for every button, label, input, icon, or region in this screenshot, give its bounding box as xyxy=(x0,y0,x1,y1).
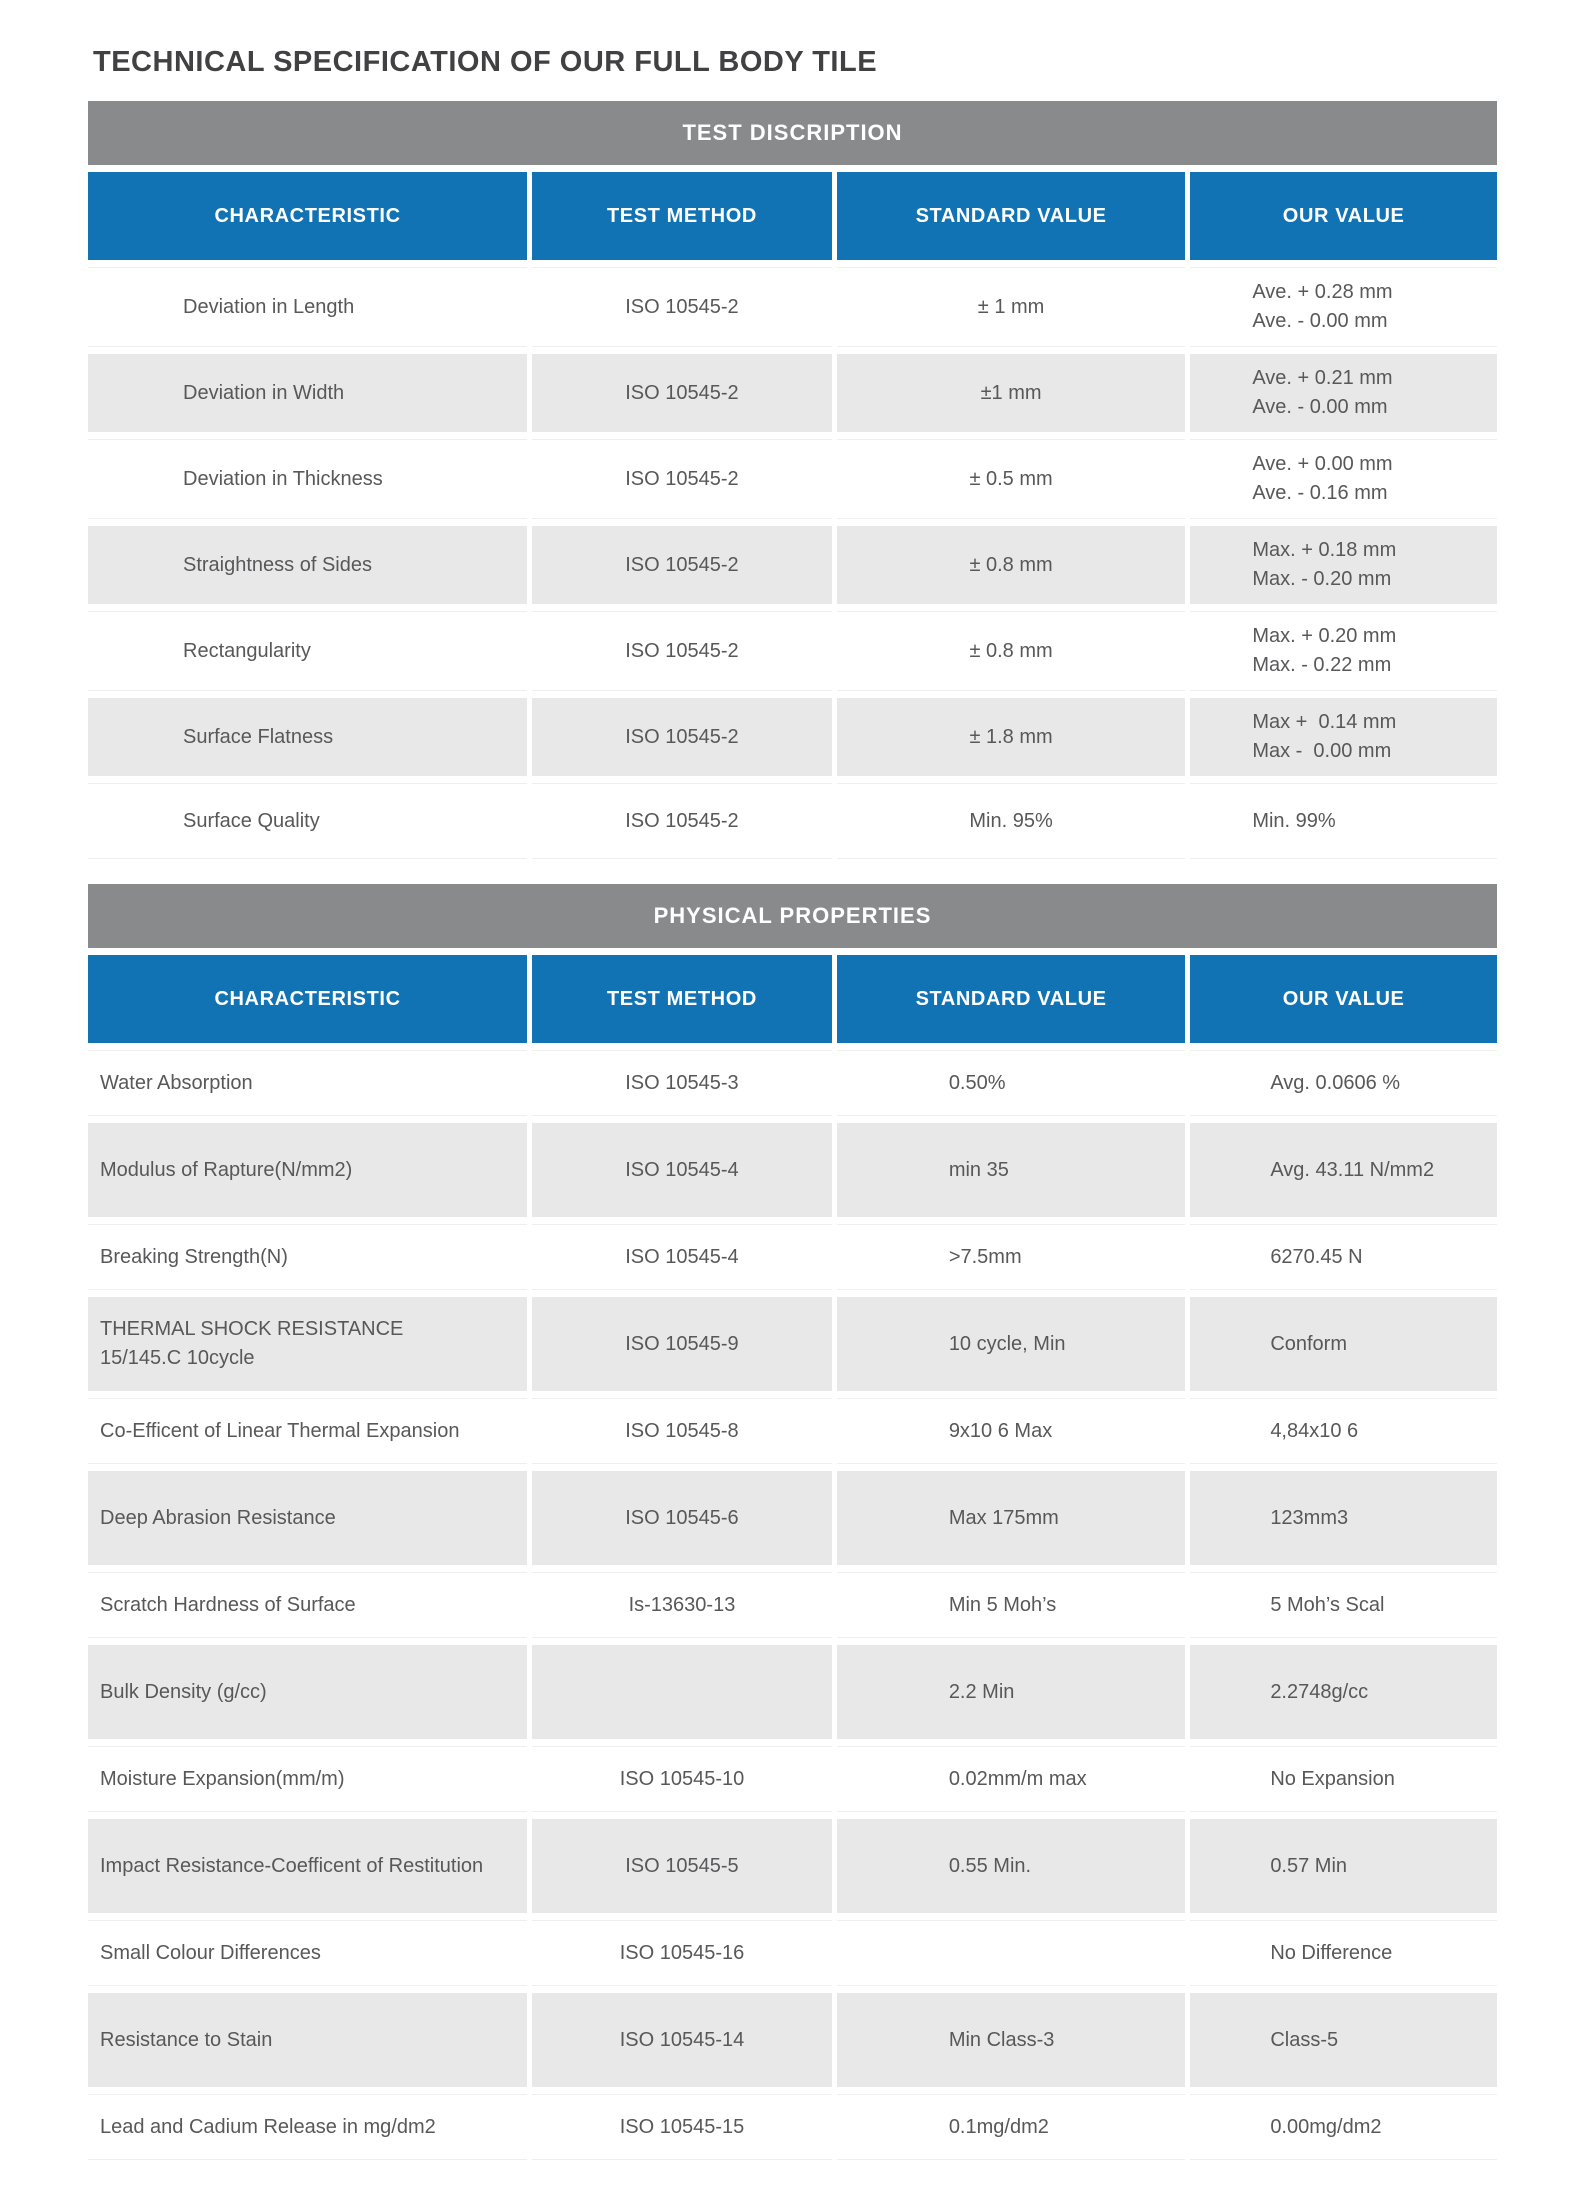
cell-characteristic xyxy=(88,2094,527,2160)
cell-standard-value xyxy=(837,439,1186,519)
cell-standard-value xyxy=(837,1398,1186,1464)
column-header-row xyxy=(88,955,1497,1043)
cell-our-value xyxy=(1190,267,1497,347)
cell-line: Bulk Density (g/cc) xyxy=(100,1680,267,1703)
table-row xyxy=(88,1297,1497,1391)
cell-line: Ave. - 0.16 mm xyxy=(1252,482,1388,504)
cell-line: ISO 10545-2 xyxy=(625,809,739,832)
spec-section xyxy=(88,101,1497,866)
cell-line: Ave. + 0.21 mm xyxy=(1252,367,1393,389)
cell-test-method xyxy=(532,611,832,691)
cell-line: ISO 10545-5 xyxy=(625,1854,739,1877)
cell-our-value xyxy=(1190,611,1497,691)
cell-our-value xyxy=(1190,783,1497,859)
cell-line: 0.50% xyxy=(948,1071,1006,1094)
cell-line: ± 0.8 mm xyxy=(969,553,1053,576)
column-header-characteristic: CHARACTERISTIC xyxy=(88,955,527,1043)
cell-line: 4,84x10 6 xyxy=(1270,1419,1359,1442)
cell-line: 6270.45 N xyxy=(1270,1245,1363,1268)
cell-test-method xyxy=(532,1993,832,2087)
cell-test-method xyxy=(532,1050,832,1116)
cell-line: ± 0.5 mm xyxy=(969,467,1053,490)
cell-our-value xyxy=(1190,1123,1497,1217)
cell-characteristic xyxy=(88,1297,527,1391)
cell-standard-value xyxy=(837,267,1186,347)
table-row xyxy=(88,1123,1497,1217)
cell-line: 9x10 6 Max xyxy=(948,1419,1053,1442)
cell-line: ± 1.8 mm xyxy=(969,725,1053,748)
cell-our-value xyxy=(1190,1645,1497,1739)
table-body xyxy=(88,267,1497,859)
cell-line: THERMAL SHOCK RESISTANCE xyxy=(100,1318,404,1340)
cell-standard-value xyxy=(837,1920,1186,1986)
cell-standard-value xyxy=(837,1224,1186,1290)
cell-line: Deviation in Thickness xyxy=(183,467,383,490)
table-row xyxy=(88,2094,1497,2160)
cell-characteristic xyxy=(88,354,527,432)
table-row xyxy=(88,267,1497,347)
spec-table xyxy=(83,948,1502,2167)
cell-line: ISO 10545-14 xyxy=(619,2028,745,2051)
cell-our-value xyxy=(1190,1050,1497,1116)
cell-line: Water Absorption xyxy=(100,1071,253,1094)
cell-test-method xyxy=(532,354,832,432)
section-title-band xyxy=(88,101,1497,165)
cell-line: Conform xyxy=(1270,1332,1348,1355)
cell-our-value xyxy=(1190,1297,1497,1391)
cell-characteristic xyxy=(88,611,527,691)
cell-test-method xyxy=(532,1297,832,1391)
cell-line: Avg. 0.0606 % xyxy=(1270,1071,1401,1094)
table-row xyxy=(88,1645,1497,1739)
cell-characteristic xyxy=(88,439,527,519)
cell-test-method xyxy=(532,439,832,519)
cell-characteristic xyxy=(88,1398,527,1464)
column-header-test-method: TEST METHOD xyxy=(532,955,832,1043)
cell-our-value xyxy=(1190,1819,1497,1913)
cell-test-method xyxy=(532,526,832,604)
table-row xyxy=(88,1746,1497,1812)
cell-characteristic xyxy=(88,783,527,859)
cell-characteristic xyxy=(88,526,527,604)
cell-line: ± 1 mm xyxy=(977,295,1045,318)
cell-test-method xyxy=(532,1920,832,1986)
cell-line: 0.57 Min xyxy=(1270,1854,1348,1877)
column-header-row xyxy=(88,172,1497,260)
cell-standard-value xyxy=(837,526,1186,604)
cell-line: Breaking Strength(N) xyxy=(100,1245,288,1268)
cell-line: 10 cycle, Min xyxy=(948,1332,1066,1355)
column-header-our-value: OUR VALUE xyxy=(1190,955,1497,1043)
table-row xyxy=(88,354,1497,432)
cell-our-value xyxy=(1190,2094,1497,2160)
cell-line: 0.55 Min. xyxy=(948,1854,1032,1877)
cell-line: No Expansion xyxy=(1270,1767,1395,1790)
spec-section xyxy=(88,884,1497,2167)
cell-line: ISO 10545-2 xyxy=(625,295,739,318)
cell-line: 0.02mm/m max xyxy=(948,1767,1087,1790)
cell-line: 15/145.C 10cycle xyxy=(100,1347,255,1369)
cell-characteristic xyxy=(88,1746,527,1812)
column-header-characteristic: CHARACTERISTIC xyxy=(88,172,527,260)
cell-line: 2.2 Min xyxy=(948,1680,1015,1703)
cell-test-method xyxy=(532,267,832,347)
cell-test-method xyxy=(532,1746,832,1812)
cell-test-method xyxy=(532,1224,832,1290)
cell-line: 0.1mg/dm2 xyxy=(948,2115,1049,2138)
cell-line: ±1 mm xyxy=(980,381,1042,404)
cell-test-method xyxy=(532,1123,832,1217)
cell-line: Deviation in Length xyxy=(183,295,355,318)
cell-our-value xyxy=(1190,1398,1497,1464)
cell-standard-value xyxy=(837,1746,1186,1812)
cell-line: Ave. + 0.28 mm xyxy=(1252,281,1393,303)
cell-characteristic xyxy=(88,1993,527,2087)
table-row xyxy=(88,698,1497,776)
cell-line: Min. 99% xyxy=(1252,809,1336,832)
cell-line: Is-13630-13 xyxy=(628,1593,736,1616)
cell-line: 2.2748g/cc xyxy=(1270,1680,1369,1703)
cell-line: ISO 10545-16 xyxy=(619,1941,745,1964)
cell-standard-value xyxy=(837,354,1186,432)
cell-line: Class-5 xyxy=(1270,2028,1339,2051)
table-row xyxy=(88,1572,1497,1638)
cell-line: Ave. - 0.00 mm xyxy=(1252,396,1388,418)
column-header-standard-value: STANDARD VALUE xyxy=(837,955,1186,1043)
cell-test-method xyxy=(532,1471,832,1565)
cell-test-method xyxy=(532,1398,832,1464)
cell-line: Max. - 0.22 mm xyxy=(1252,654,1392,676)
table-row xyxy=(88,611,1497,691)
cell-standard-value xyxy=(837,1572,1186,1638)
table-row xyxy=(88,526,1497,604)
cell-line: ISO 10545-8 xyxy=(625,1419,739,1442)
cell-characteristic xyxy=(88,1645,527,1739)
cell-test-method xyxy=(532,2094,832,2160)
section-title: PHYSICAL PROPERTIES xyxy=(653,903,932,928)
cell-line: Surface Flatness xyxy=(183,725,334,748)
spec-table xyxy=(83,165,1502,866)
cell-standard-value xyxy=(837,1819,1186,1913)
section-title-band xyxy=(88,884,1497,948)
cell-line: ISO 10545-4 xyxy=(625,1158,739,1181)
cell-line: Min 5 Moh’s xyxy=(948,1593,1057,1616)
section-title: TEST DISCRIPTION xyxy=(682,120,903,145)
cell-line: Scratch Hardness of Surface xyxy=(100,1593,356,1616)
cell-standard-value xyxy=(837,698,1186,776)
cell-characteristic xyxy=(88,1819,527,1913)
cell-line: Ave. - 0.00 mm xyxy=(1252,310,1388,332)
table-row xyxy=(88,783,1497,859)
cell-test-method xyxy=(532,1819,832,1913)
cell-line: 5 Moh’s Scal xyxy=(1270,1593,1385,1616)
table-row xyxy=(88,1224,1497,1290)
cell-line: Lead and Cadium Release in mg/dm2 xyxy=(100,2115,436,2138)
cell-test-method xyxy=(532,1645,832,1739)
cell-line: Straightness of Sides xyxy=(183,553,372,576)
cell-line: ISO 10545-2 xyxy=(625,381,739,404)
cell-standard-value xyxy=(837,1993,1186,2087)
table-body xyxy=(88,1050,1497,2160)
table-row xyxy=(88,1471,1497,1565)
cell-line: Max + 0.14 mm xyxy=(1252,711,1397,733)
cell-characteristic xyxy=(88,1050,527,1116)
cell-our-value xyxy=(1190,698,1497,776)
cell-line: ± 0.8 mm xyxy=(969,639,1053,662)
cell-line: No Difference xyxy=(1270,1941,1393,1964)
table-row xyxy=(88,1993,1497,2087)
cell-characteristic xyxy=(88,1572,527,1638)
cell-line: ISO 10545-3 xyxy=(625,1071,739,1094)
cell-line: min 35 xyxy=(948,1158,1009,1181)
page-title: TECHNICAL SPECIFICATION OF OUR FULL BODY TILE xyxy=(93,46,878,78)
cell-line: >7.5mm xyxy=(948,1245,1022,1268)
cell-line: Surface Quality xyxy=(183,809,320,832)
cell-our-value xyxy=(1190,439,1497,519)
cell-test-method xyxy=(532,1572,832,1638)
cell-line: Resistance to Stain xyxy=(100,2028,273,2051)
cell-standard-value xyxy=(837,1645,1186,1739)
table-row xyxy=(88,1050,1497,1116)
cell-standard-value xyxy=(837,1297,1186,1391)
cell-our-value xyxy=(1190,1993,1497,2087)
cell-line: Max - 0.00 mm xyxy=(1252,740,1392,762)
cell-line: Max. + 0.18 mm xyxy=(1252,539,1397,561)
column-header-standard-value: STANDARD VALUE xyxy=(837,172,1186,260)
cell-line: 123mm3 xyxy=(1270,1506,1349,1529)
cell-test-method xyxy=(532,783,832,859)
cell-standard-value xyxy=(837,1050,1186,1116)
cell-line: ISO 10545-2 xyxy=(625,467,739,490)
cell-standard-value xyxy=(837,611,1186,691)
table-row xyxy=(88,1398,1497,1464)
cell-line: Min Class-3 xyxy=(948,2028,1055,2051)
cell-line: ISO 10545-10 xyxy=(619,1767,745,1790)
cell-line: Small Colour Differences xyxy=(100,1941,321,1964)
cell-characteristic xyxy=(88,1224,527,1290)
cell-line: ISO 10545-9 xyxy=(625,1332,739,1355)
cell-line: Min. 95% xyxy=(969,809,1053,832)
cell-standard-value xyxy=(837,1471,1186,1565)
column-header-test-method: TEST METHOD xyxy=(532,172,832,260)
cell-characteristic xyxy=(88,1471,527,1565)
cell-line: Deviation in Width xyxy=(183,381,345,404)
sections-container xyxy=(88,101,1497,2167)
cell-line: Ave. + 0.00 mm xyxy=(1252,453,1393,475)
cell-our-value xyxy=(1190,354,1497,432)
cell-test-method xyxy=(532,698,832,776)
column-header-our-value: OUR VALUE xyxy=(1190,172,1497,260)
cell-characteristic xyxy=(88,698,527,776)
cell-line: Max 175mm xyxy=(948,1506,1059,1529)
cell-our-value xyxy=(1190,1920,1497,1986)
cell-line: Moisture Expansion(mm/m) xyxy=(100,1767,345,1790)
cell-our-value xyxy=(1190,526,1497,604)
table-row xyxy=(88,439,1497,519)
cell-line: ISO 10545-2 xyxy=(625,725,739,748)
cell-characteristic xyxy=(88,267,527,347)
cell-standard-value xyxy=(837,783,1186,859)
cell-our-value xyxy=(1190,1746,1497,1812)
cell-characteristic xyxy=(88,1920,527,1986)
cell-characteristic xyxy=(88,1123,527,1217)
cell-line: ISO 10545-4 xyxy=(625,1245,739,1268)
cell-line: ISO 10545-2 xyxy=(625,553,739,576)
cell-line: Co-Efficent of Linear Thermal Expansion xyxy=(100,1419,460,1442)
cell-line: Impact Resistance-Coefficent of Restitution xyxy=(100,1854,484,1877)
cell-line: Max. + 0.20 mm xyxy=(1252,625,1397,647)
cell-our-value xyxy=(1190,1224,1497,1290)
cell-line: Max. - 0.20 mm xyxy=(1252,568,1392,590)
cell-line: 0.00mg/dm2 xyxy=(1270,2115,1382,2138)
cell-line: Avg. 43.11 N/mm2 xyxy=(1270,1158,1435,1181)
cell-line: Modulus of Rapture(N/mm2) xyxy=(100,1158,353,1181)
cell-our-value xyxy=(1190,1572,1497,1638)
cell-line: ISO 10545-15 xyxy=(619,2115,745,2138)
cell-standard-value xyxy=(837,2094,1186,2160)
cell-line: Rectangularity xyxy=(183,639,311,662)
table-row xyxy=(88,1819,1497,1913)
cell-our-value xyxy=(1190,1471,1497,1565)
cell-standard-value xyxy=(837,1123,1186,1217)
cell-line: ISO 10545-6 xyxy=(625,1506,739,1529)
table-row xyxy=(88,1920,1497,1986)
cell-line: ISO 10545-2 xyxy=(625,639,739,662)
cell-line: Deep Abrasion Resistance xyxy=(100,1506,336,1529)
